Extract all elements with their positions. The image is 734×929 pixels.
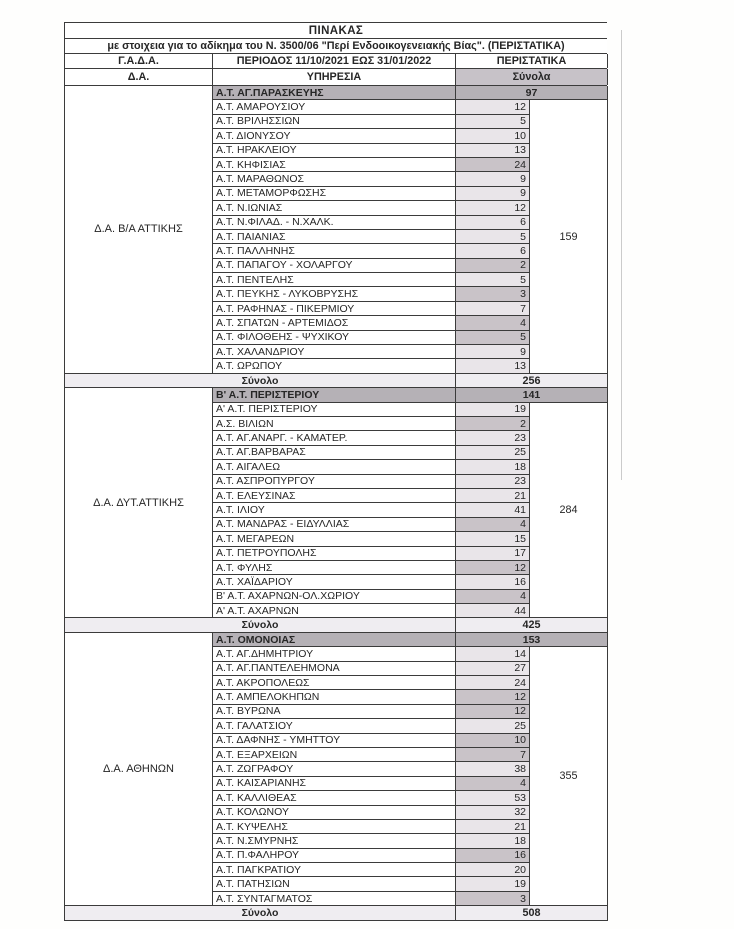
lead-service-name-cell: Β' Α.Τ. ΠΕΡΙΣΤΕΡΙΟΥ [213, 388, 456, 402]
service-name-cell: Α.Τ. ΕΛΕΥΣΙΝΑΣ [213, 489, 456, 503]
service-value-cell: 18 [456, 460, 530, 474]
district-section [65, 86, 607, 388]
header-period: ΠΕΡΙΟΔΟΣ 11/10/2021 ΕΩΣ 31/01/2022 [213, 54, 456, 68]
section-total-value-cell: 256 [456, 374, 608, 388]
service-name-cell: Α.Σ. ΒΙΛΙΩΝ [213, 417, 456, 431]
service-name-cell: Α.Τ. ΣΠΑΤΩΝ - ΑΡΤΕΜΙΔΟΣ [213, 316, 456, 330]
service-name-cell: Α.Τ. Ν.ΣΜΥΡΝΗΣ [213, 834, 456, 848]
service-name-cell: Α.Τ. ΙΛΙΟΥ [213, 503, 456, 517]
service-name-cell: Α.Τ. ΜΑΡΑΘΩΝΟΣ [213, 172, 456, 186]
service-name-cell: Α.Τ. ΠΕΥΚΗΣ - ΛΥΚΟΒΡΥΣΗΣ [213, 287, 456, 301]
district-subtotal-cell: 159 [530, 100, 608, 373]
service-name-cell: Β' Α.Τ. ΑΧΑΡΝΩΝ-ΟΛ.ΧΩΡΙΟΥ [213, 590, 456, 604]
service-value-cell: 24 [456, 158, 530, 172]
service-value-cell: 4 [456, 316, 530, 330]
service-name-cell: Α.Τ. ΠΑΠΑΓΟΥ - ΧΟΛΑΡΓΟΥ [213, 259, 456, 273]
lead-service-name-cell: Α.Τ. ΟΜΟΝΟΙΑΣ [213, 633, 456, 647]
service-name-cell: Α.Τ. ΑΚΡΟΠΟΛΕΩΣ [213, 676, 456, 690]
service-value-cell: 10 [456, 734, 530, 748]
subheader-da: Δ.Α. [65, 69, 213, 85]
service-name-cell: Α.Τ. ΑΣΠΡΟΠΥΡΓΟΥ [213, 475, 456, 489]
service-value-cell: 4 [456, 590, 530, 604]
service-name-cell: Α.Τ. ΕΞΑΡΧΕΙΩΝ [213, 748, 456, 762]
service-name-cell: Α.Τ. ΧΑΪΔΑΡΙΟΥ [213, 575, 456, 589]
subheader-row [65, 69, 607, 86]
service-value-cell: 27 [456, 662, 530, 676]
section-total-label-cell: Σύνολο [65, 906, 456, 920]
service-name-cell: Α.Τ. ΔΙΟΝΥΣΟΥ [213, 129, 456, 143]
district-subtotal-cell: 284 [530, 403, 608, 619]
service-value-cell: 7 [456, 302, 530, 316]
service-value-cell: 20 [456, 863, 530, 877]
service-name-cell: Α.Τ. ΡΑΦΗΝΑΣ - ΠΙΚΕΡΜΙΟΥ [213, 302, 456, 316]
service-value-cell: 25 [456, 719, 530, 733]
service-value-cell: 24 [456, 676, 530, 690]
section-total-label-cell: Σύνολο [65, 374, 456, 388]
service-value-cell: 10 [456, 129, 530, 143]
service-value-cell: 6 [456, 244, 530, 258]
service-name-cell: Α.Τ. ΠΕΝΤΕΛΗΣ [213, 273, 456, 287]
district-label-cell: Δ.Α. Β/Α ΑΤΤΙΚΗΣ [65, 86, 213, 374]
service-value-cell: 38 [456, 762, 530, 776]
service-name-cell: Α.Τ. ΖΩΓΡΑΦΟΥ [213, 762, 456, 776]
service-value-cell: 12 [456, 705, 530, 719]
service-name-cell: Α.Τ. Ν.ΙΩΝΙΑΣ [213, 201, 456, 215]
service-name-cell: Α.Τ. ΑΓ.ΔΗΜΗΤΡΙΟΥ [213, 647, 456, 661]
table-subtitle: με στοιχεια για το αδίκημα του Ν. 3500/06 "Περί Ενδοοικογενειακής Βίας". (ΠΕΡΙΣΤΑΤΙΚΑ) [65, 39, 607, 54]
service-value-cell: 18 [456, 834, 530, 848]
header-incidents: ΠΕΡΙΣΤΑΤΙΚΑ [456, 54, 608, 68]
service-name-cell: Α.Τ. Π.ΦΑΛΗΡΟΥ [213, 849, 456, 863]
service-value-cell: 41 [456, 503, 530, 517]
service-value-cell: 32 [456, 806, 530, 820]
table-body [65, 86, 607, 921]
service-value-cell: 21 [456, 820, 530, 834]
service-value-cell: 6 [456, 216, 530, 230]
service-value-cell: 9 [456, 172, 530, 186]
service-value-cell: 14 [456, 647, 530, 661]
service-name-cell: Α.Τ. ΒΥΡΩΝΑ [213, 705, 456, 719]
service-value-cell: 21 [456, 489, 530, 503]
section-total-label-cell: Σύνολο [65, 618, 456, 632]
service-name-cell: Α.Τ. ΠΕΤΡΟΥΠΟΛΗΣ [213, 547, 456, 561]
section-total-value-cell: 425 [456, 618, 608, 632]
lead-service-value-cell: 141 [456, 388, 608, 402]
subheader-totals: Σύνολα [456, 69, 608, 85]
service-value-cell: 19 [456, 403, 530, 417]
service-value-cell: 3 [456, 287, 530, 301]
service-name-cell: Α.Τ. ΣΥΝΤΑΓΜΑΤΟΣ [213, 892, 456, 906]
service-name-cell: Α.Τ. ΩΡΩΠΟΥ [213, 359, 456, 373]
service-value-cell: 5 [456, 331, 530, 345]
service-name-cell: Α' Α.Τ. ΑΧΑΡΝΩΝ [213, 604, 456, 618]
service-name-cell: Α.Τ. ΠΑΙΑΝΙΑΣ [213, 230, 456, 244]
service-value-cell: 2 [456, 259, 530, 273]
service-value-cell: 5 [456, 115, 530, 129]
service-name-cell: Α.Τ. ΜΕΤΑΜΟΡΦΩΣΗΣ [213, 187, 456, 201]
section-total-value-cell: 508 [456, 906, 608, 920]
district-section [65, 388, 607, 633]
service-name-cell: Α.Τ. ΧΑΛΑΝΔΡΙΟΥ [213, 345, 456, 359]
service-value-cell: 53 [456, 791, 530, 805]
service-value-cell: 4 [456, 518, 530, 532]
service-name-cell: Α.Τ. ΦΙΛΟΘΕΗΣ - ΨΥΧΙΚΟΥ [213, 331, 456, 345]
header-row [65, 54, 607, 69]
service-name-cell: Α.Τ. ΚΗΦΙΣΙΑΣ [213, 158, 456, 172]
service-name-cell: Α.Τ. ΑΜΑΡΟΥΣΙΟΥ [213, 100, 456, 114]
service-value-cell: 16 [456, 575, 530, 589]
service-name-cell: Α.Τ. ΠΑΓΚΡΑΤΙΟΥ [213, 863, 456, 877]
service-value-cell: 23 [456, 475, 530, 489]
lead-service-value-cell: 153 [456, 633, 608, 647]
service-value-cell: 12 [456, 690, 530, 704]
header-gada: Γ.Α.Δ.Α. [65, 54, 213, 68]
service-value-cell: 12 [456, 100, 530, 114]
service-value-cell: 5 [456, 273, 530, 287]
service-value-cell: 12 [456, 201, 530, 215]
service-value-cell: 15 [456, 532, 530, 546]
district-subtotal-cell: 355 [530, 647, 608, 906]
service-name-cell: Α.Τ. ΜΑΝΔΡΑΣ - ΕΙΔΥΛΛΙΑΣ [213, 518, 456, 532]
service-value-cell: 19 [456, 877, 530, 891]
service-name-cell: Α.Τ. ΚΑΛΛΙΘΕΑΣ [213, 791, 456, 805]
service-name-cell: Α.Τ. ΔΑΦΝΗΣ - ΥΜΗΤΤΟΥ [213, 734, 456, 748]
service-name-cell: Α.Τ. ΑΙΓΑΛΕΩ [213, 460, 456, 474]
service-name-cell: Α.Τ. ΜΕΓΑΡΕΩΝ [213, 532, 456, 546]
district-label-cell: Δ.Α. ΑΘΗΝΩΝ [65, 633, 213, 906]
district-label-cell: Δ.Α. ΔΥΤ.ΑΤΤΙΚΗΣ [65, 388, 213, 618]
service-name-cell: Α.Τ. ΑΜΠΕΛΟΚΗΠΩΝ [213, 690, 456, 704]
incidents-table [64, 22, 607, 921]
service-value-cell: 13 [456, 359, 530, 373]
service-name-cell: Α.Τ. ΑΓ.ΒΑΡΒΑΡΑΣ [213, 446, 456, 460]
service-name-cell: Α.Τ. ΑΓ.ΠΑΝΤΕΛΕΗΜΟΝΑ [213, 662, 456, 676]
lead-service-name-cell: Α.Τ. ΑΓ.ΠΑΡΑΣΚΕΥΗΣ [213, 86, 456, 100]
service-value-cell: 9 [456, 187, 530, 201]
service-value-cell: 13 [456, 144, 530, 158]
service-value-cell: 2 [456, 417, 530, 431]
service-name-cell: Α.Τ. ΒΡΙΛΗΣΣΙΩΝ [213, 115, 456, 129]
service-value-cell: 3 [456, 892, 530, 906]
service-name-cell: Α.Τ. ΓΑΛΑΤΣΙΟΥ [213, 719, 456, 733]
service-name-cell: Α' Α.Τ. ΠΕΡΙΣΤΕΡΙΟΥ [213, 403, 456, 417]
service-value-cell: 7 [456, 748, 530, 762]
service-value-cell: 23 [456, 431, 530, 445]
scan-edge-artifact [621, 30, 622, 480]
service-value-cell: 44 [456, 604, 530, 618]
service-value-cell: 12 [456, 561, 530, 575]
service-name-cell: Α.Τ. ΗΡΑΚΛΕΙΟΥ [213, 144, 456, 158]
service-value-cell: 16 [456, 849, 530, 863]
lead-service-value-cell: 97 [456, 86, 608, 100]
service-name-cell: Α.Τ. Ν.ΦΙΛΑΔ. - Ν.ΧΑΛΚ. [213, 216, 456, 230]
service-value-cell: 17 [456, 547, 530, 561]
service-name-cell: Α.Τ. ΠΑΛΛΗΝΗΣ [213, 244, 456, 258]
service-name-cell: Α.Τ. ΦΥΛΗΣ [213, 561, 456, 575]
service-name-cell: Α.Τ. ΑΓ.ΑΝΑΡΓ. - ΚΑΜΑΤΕΡ. [213, 431, 456, 445]
service-value-cell: 4 [456, 777, 530, 791]
subheader-service: ΥΠΗΡΕΣΙΑ [213, 69, 456, 85]
service-value-cell: 25 [456, 446, 530, 460]
table-title: ΠΙΝΑΚΑΣ [65, 23, 607, 39]
service-name-cell: Α.Τ. ΚΟΛΩΝΟΥ [213, 806, 456, 820]
service-name-cell: Α.Τ. ΚΥΨΕΛΗΣ [213, 820, 456, 834]
service-value-cell: 5 [456, 230, 530, 244]
district-section [65, 633, 607, 921]
service-name-cell: Α.Τ. ΠΑΤΗΣΙΩΝ [213, 877, 456, 891]
service-value-cell: 9 [456, 345, 530, 359]
service-name-cell: Α.Τ. ΚΑΙΣΑΡΙΑΝΗΣ [213, 777, 456, 791]
